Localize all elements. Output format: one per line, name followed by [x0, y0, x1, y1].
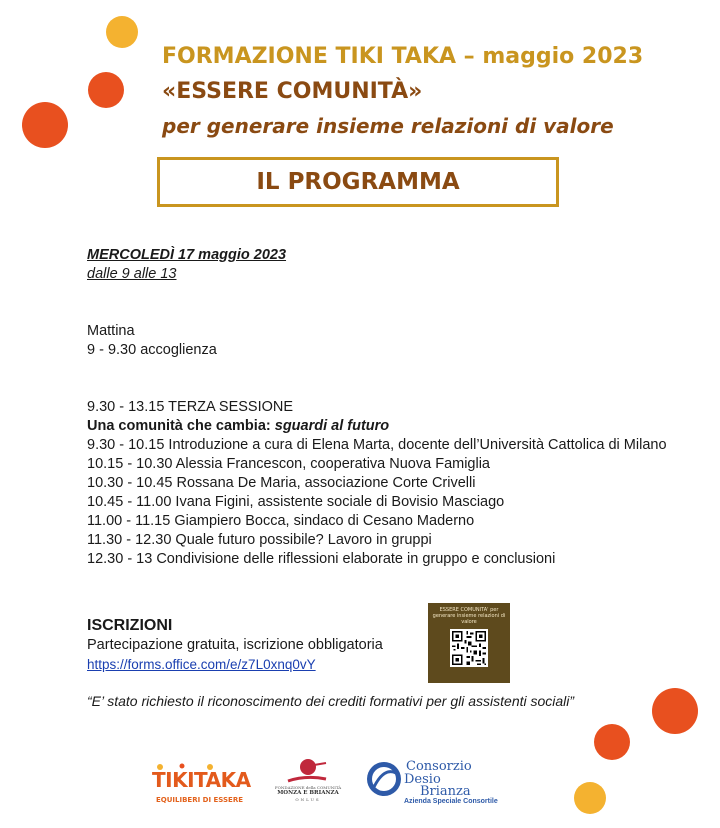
schedule-item: 9.30 - 10.15 Introduzione a cura di Elena Marta, docente dell’Università Cattolica di Milano [87, 437, 667, 453]
schedule [87, 246, 707, 569]
fondazione-logo [268, 757, 348, 811]
schedule-item: 12.30 - 13 Condivisione delle riflessioni elaborate in gruppo e conclusioni [87, 551, 556, 567]
schedule-item: 10.15 - 10.30 Alessia Francescon, cooperativa Nuova Famiglia [87, 456, 490, 472]
decor-dot [574, 782, 606, 814]
schedule-item: 11.30 - 12.30 Quale futuro possibile? Lavoro in gruppi [87, 532, 432, 548]
schedule-item: 10.30 - 10.45 Rossana De Maria, associazione Corte Crivelli [87, 475, 476, 491]
qr-caption: ESSERE COMUNITA' per generare insieme relazioni di valore [432, 607, 506, 625]
decor-dot [594, 724, 630, 760]
credits-note: “E’ stato richiesto il riconoscimento dei crediti formativi per gli assistenti sociali” [87, 693, 575, 709]
session-subtitle-bold: Una comunità che cambia: [87, 418, 275, 434]
decor-dot [106, 16, 138, 48]
fondazione-line2: MONZA E BRIANZA [277, 790, 339, 796]
consorzio-line4: Azienda Speciale Consortile [404, 798, 498, 805]
registration-title: ISCRIZIONI [87, 617, 173, 634]
tikitaka-word: TIKITAKA [152, 768, 251, 792]
event-date: MERCOLEDÌ 17 maggio 2023 [87, 247, 287, 263]
session-subtitle-italic: sguardi al futuro [274, 418, 390, 434]
fondazione-line3: ONLUS [295, 797, 321, 802]
morning-label: Mattina [87, 323, 135, 339]
program-box [157, 157, 559, 207]
registration-link[interactable]: https://forms.office.com/e/z7L0xnq0vY [87, 657, 316, 672]
welcome-line: 9 - 9.30 accoglienza [87, 342, 217, 358]
fondazione-emblem-icon [268, 757, 348, 785]
session-title: 9.30 - 13.15 TERZA SESSIONE [87, 399, 294, 415]
consorzio-logo [364, 757, 498, 815]
registration [87, 616, 383, 675]
consorzio-emblem-icon [364, 759, 404, 799]
schedule-item: 10.45 - 11.00 Ivana Figini, assistente sociale di Bovisio Masciago [87, 494, 505, 510]
header-subtitle: «ESSERE COMUNITÀ» [162, 79, 423, 104]
qr-code-icon [450, 629, 488, 667]
consorzio-line1: Consorzio [406, 759, 472, 774]
tikitaka-tagline: EQUILIBERI DI ESSERE [156, 796, 243, 804]
header-tagline: per generare insieme relazioni di valore [162, 114, 614, 138]
qr-card[interactable] [428, 603, 510, 683]
consorzio-line3: Brianza [420, 784, 471, 799]
schedule-item: 11.00 - 11.15 Giampiero Bocca, sindaco di Cesano Maderno [87, 513, 475, 529]
decor-dot [88, 72, 124, 108]
event-hours: dalle 9 alle 13 [87, 266, 177, 282]
header-title: FORMAZIONE TIKI TAKA – maggio 2023 [162, 44, 644, 69]
decor-dot [22, 102, 68, 148]
registration-text: Partecipazione gratuita, iscrizione obbligatoria [87, 637, 383, 653]
program-label: IL PROGRAMMA [256, 169, 460, 195]
fondazione-line1: FONDAZIONE della COMUNITÀ [274, 785, 342, 790]
session-subtitle [87, 417, 707, 436]
consorzio-line2: Desio [404, 772, 441, 787]
header [162, 40, 682, 136]
decor-dot [652, 688, 698, 734]
tikitaka-logo [152, 762, 251, 810]
